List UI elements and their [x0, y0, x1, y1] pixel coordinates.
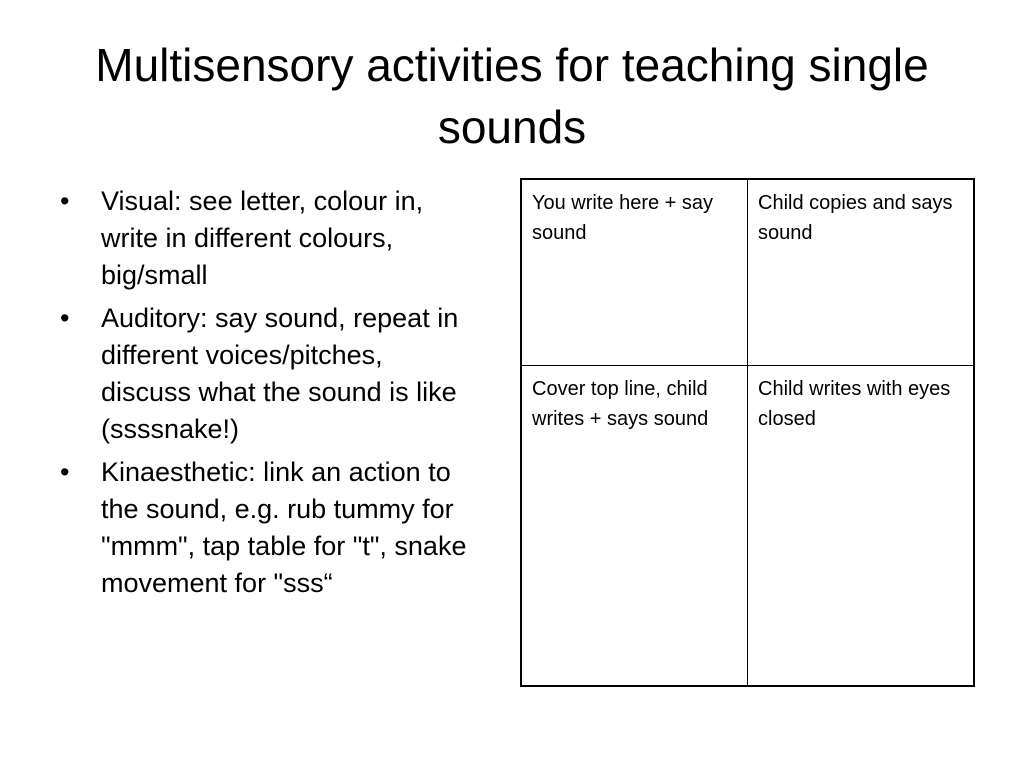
- bullet-item-visual: [56, 183, 476, 294]
- table-cell-write-here: You write here + say sound: [521, 179, 748, 366]
- bullet-marker: •: [60, 457, 70, 487]
- bullet-text: Visual: see letter, colour in, write in different colours, big/small: [101, 186, 424, 290]
- bullet-item-auditory: [56, 300, 476, 448]
- bullet-marker: •: [60, 186, 70, 216]
- slide-title: Multisensory activities for teaching single sounds: [95, 39, 929, 153]
- bullet-text: Kinaesthetic: link an action to the sound, e.g. rub tummy for "mmm", tap table for "t", snake movement for "sss“: [101, 457, 467, 598]
- table-cell-child-copies: Child copies and says sound: [748, 179, 975, 366]
- bullet-text: Auditory: say sound, repeat in different voices/pitches, discuss what the sound is like (ssssnake!): [101, 303, 459, 444]
- activity-table: [520, 178, 975, 687]
- table-cell-eyes-closed: Child writes with eyes closed: [748, 366, 975, 687]
- table-row: [521, 179, 974, 366]
- bullet-item-kinaesthetic: [56, 454, 476, 602]
- bullet-marker: •: [60, 303, 70, 333]
- bullet-list: [56, 183, 476, 608]
- table-row: [521, 366, 974, 687]
- table-cell-cover-top-line: Cover top line, child writes + says sound: [521, 366, 748, 687]
